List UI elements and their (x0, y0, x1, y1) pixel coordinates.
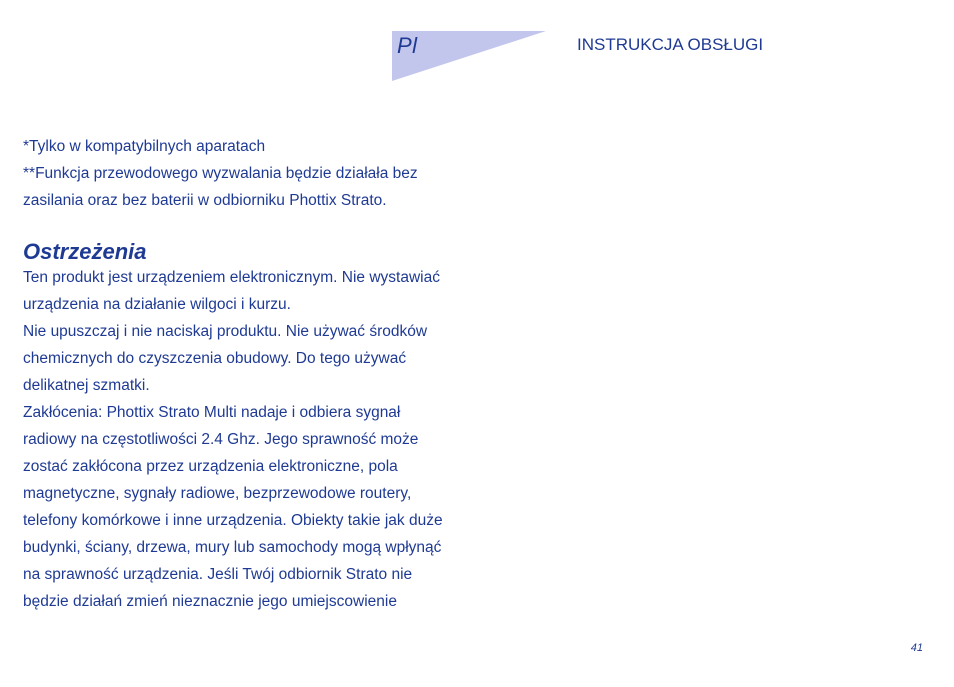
footnotes (23, 133, 468, 214)
footnote-line: *Tylko w kompatybilnych aparatach (23, 138, 266, 155)
warnings-body (23, 264, 468, 615)
warning-line: radiowy na częstotliwości 2.4 Ghz. Jego sprawność może (23, 431, 419, 448)
footnote-line: **Funkcja przewodowego wyzwalania będzie działała bez (23, 165, 418, 182)
page-content (23, 133, 468, 615)
page-number: 41 (910, 642, 923, 654)
warning-line: zostać zakłócona przez urządzenia elektroniczne, pola (23, 458, 398, 475)
warning-line: Ten produkt jest urządzeniem elektronicznym. Nie wystawiać (23, 269, 440, 286)
warning-line: Zakłócenia: Phottix Strato Multi nadaje i odbiera sygnał (23, 404, 401, 421)
language-code: Pl (397, 33, 418, 58)
warning-line: telefony komórkowe i inne urządzenia. Obiekty takie jak duże (23, 512, 443, 529)
warning-line: będzie działań zmień nieznacznie jego umiejscowienie (23, 593, 397, 610)
warning-line: budynki, ściany, drzewa, mury lub samochody mogą wpłynąć (23, 539, 442, 556)
warnings-heading: Ostrzeżenia (23, 239, 147, 264)
warning-line: Nie upuszczaj i nie naciskaj produktu. Nie używać środków (23, 323, 428, 340)
language-tab (392, 31, 546, 81)
warning-line: magnetyczne, sygnały radiowe, bezprzewodowe routery, (23, 485, 412, 502)
footnote-line: zasilania oraz bez baterii w odbiorniku Phottix Strato. (23, 192, 387, 209)
warning-line: chemicznych do czyszczenia obudowy. Do tego używać (23, 350, 407, 367)
warning-line: delikatnej szmatki. (23, 377, 150, 394)
warning-line: na sprawność urządzenia. Jeśli Twój odbiornik Strato nie (23, 566, 413, 583)
warning-line: urządzenia na działanie wilgoci i kurzu. (23, 296, 291, 313)
manual-title: INSTRUKCJA OBSŁUGI (577, 35, 764, 54)
